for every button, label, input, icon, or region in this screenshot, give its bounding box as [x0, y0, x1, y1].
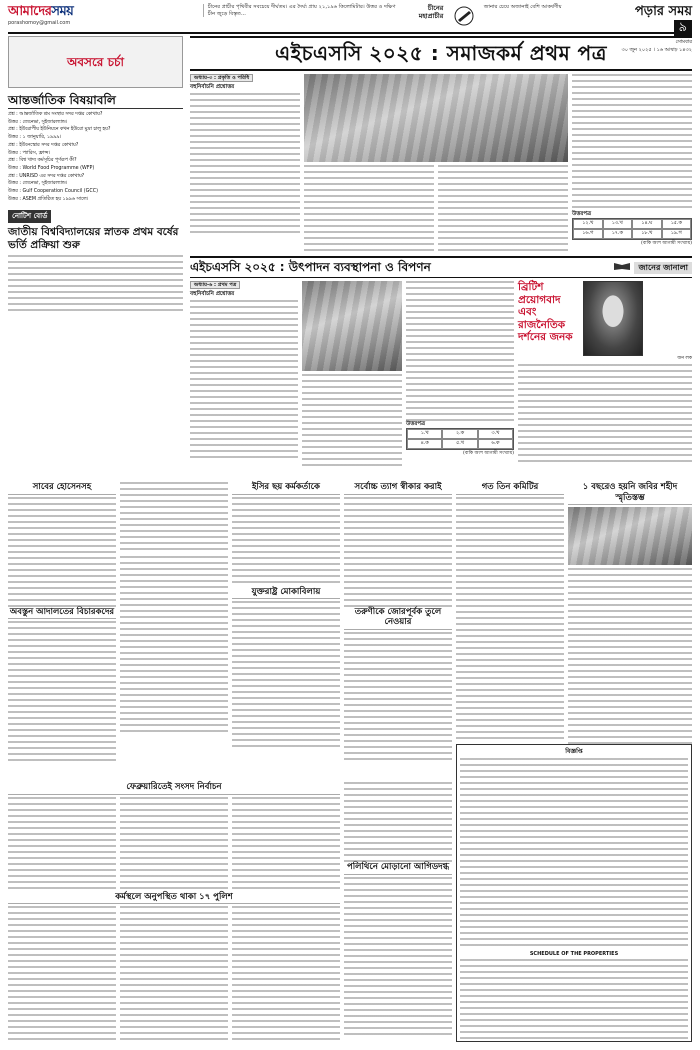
hsc1-answer-label: উত্তরপত্র: [572, 211, 592, 217]
hsc2-answer-label: উত্তরপত্র: [406, 421, 426, 427]
news-4-body: [456, 497, 564, 742]
news-col-6: [568, 482, 692, 748]
headline-7[interactable]: যুক্তরাষ্ট্র মোকাবিলায়: [232, 587, 340, 600]
news-col-5: [456, 482, 564, 742]
answer-cell: ১৪.ঘ: [632, 219, 662, 229]
headline-4[interactable]: গত তিন কমিটির: [456, 482, 564, 495]
left-column: [8, 36, 183, 476]
headline-10[interactable]: কর্মস্থলে অনুপস্থিত থাকা ১৭ পুলিশ: [8, 892, 340, 905]
hsc1-answer-grid: [572, 218, 692, 240]
quote-text: জানার চেয়ে অজানাই বেশি আকর্ষণীয়: [483, 4, 562, 10]
pen-emblem-icon: [447, 4, 479, 28]
hsc1-col-d: [572, 74, 692, 209]
news-9-body-c: [232, 797, 340, 892]
hsc2-col-a: [190, 300, 298, 460]
news-10-body-c: [232, 906, 340, 1041]
chorcha-a: অবসরে: [66, 54, 104, 69]
answer-cell: ১২.খ: [573, 219, 603, 229]
headline-11[interactable]: পলিথিনে মোড়ানো আগিডদগ্ধ: [344, 862, 452, 875]
qa-item: উত্তর : জেনেভা, সুইজারল্যান্ড।: [8, 181, 68, 187]
intl-affairs-title: আন্তর্জাতিক বিষয়াবলি: [8, 93, 183, 109]
headline-2[interactable]: ইসির ছয় কর্মকর্তাকে: [232, 482, 340, 495]
section-name: পড়ার সময়: [634, 4, 692, 19]
hsc1-col-a: [190, 93, 300, 233]
news-10-body-b: [120, 906, 228, 1041]
hsc-social-work-section: [190, 36, 692, 251]
book-icon: [613, 261, 631, 273]
feature-title: ব্রিটিশ প্রয়োগবাদ এবং রাজনৈতিক দর্শনের জনক: [518, 281, 573, 344]
headline-1[interactable]: সাবের হোসেনসহ: [8, 482, 116, 495]
answer-cell: ১৭.ক: [603, 229, 633, 239]
qa-item: প্রশ্ন : আন্তর্জাতিক শ্রম সংস্থার সদর দপ্তর কোথায়?: [8, 112, 103, 117]
hsc2-chapter: অধ্যায়-৬ : প্রথম পত্র: [190, 281, 240, 289]
news-1-body: [8, 497, 116, 607]
page-number: ৯: [674, 20, 692, 36]
qa-item: উত্তর : প্যারিস, ফ্রান্স।: [8, 150, 50, 156]
logo: আমাদেরসময়: [8, 4, 74, 19]
hsc2-answer-grid: [406, 428, 514, 450]
ad-title: বিজ্ঞপ্তি: [565, 748, 583, 755]
news-6-body: [8, 621, 116, 761]
qa-item: উত্তর : ASEM প্রতিষ্ঠিত হয় ১৯৯৬ সালে।: [8, 196, 89, 202]
answer-cell: ৬.ক: [478, 439, 513, 449]
top-section: [8, 36, 692, 476]
hsc1-mcq-label: বহুনির্বাচনি প্রশ্নোত্তর: [190, 84, 235, 91]
brand-email: porashomoy@gmail.com: [8, 20, 71, 27]
ad-schedule-body: [460, 959, 688, 1039]
students-photo: [302, 281, 402, 371]
chorcha-banner: [8, 36, 183, 88]
answer-cell: ১.খ: [407, 429, 442, 439]
hsc-production-section: [190, 256, 692, 476]
news-col-4: [344, 482, 452, 762]
hsc2-col-b: [302, 374, 402, 469]
news-11-body: [344, 877, 452, 1037]
answer-cell: ১৫.ক: [662, 219, 692, 229]
news-3-body: [344, 497, 452, 607]
news-col-2: [120, 482, 228, 736]
news-6b-body: [120, 556, 228, 736]
date: ৩০ জুন ২০২৫ । ১৬ আষাঢ় ১৪৩২: [621, 46, 692, 53]
hsc2-continue: (বাকি অংশ আগামী সংখ্যায়): [463, 450, 514, 456]
hsc2-title: এইচএসসি ২০২৫ : উৎপাদন ব্যবস্থাপনা ও বিপণন: [190, 260, 431, 274]
news-col-4b: [344, 782, 452, 1037]
headline-6[interactable]: অবস্তুন আদালতের বিচারকদের: [8, 607, 116, 620]
answer-cell: ১৯.গ: [662, 229, 692, 239]
news-8-body: [344, 632, 452, 762]
news-1b-body: [120, 482, 228, 552]
notice-body: [8, 255, 183, 315]
qa-item: প্রশ্ন : বিশ্ব খাদ্য কর্মসূচির পূর্ণরূপ কী?: [8, 158, 77, 164]
hsc1-title: এইচএসসি ২০২৫ : সমাজকর্ম প্রথম পত্র: [275, 41, 607, 65]
news-9-body-b: [120, 797, 228, 892]
news-col-3: [232, 482, 340, 751]
legal-notice-ad: [456, 744, 692, 1042]
news-col-1: [8, 482, 116, 761]
teaser-label: চীনের মহাপ্রাচীর: [418, 4, 444, 21]
news-7-body: [232, 601, 340, 751]
qa-item: প্রশ্ন : ইউরোপীয় ইউনিয়নে কখন ইউরো মুদ্রা চালু হয়?: [8, 127, 111, 133]
news-5-body: [568, 568, 692, 748]
news-10-body-a: [8, 906, 116, 1041]
monument-photo: [568, 507, 692, 565]
answer-cell: ২.ক: [442, 429, 477, 439]
hsc1-col-c: [438, 165, 568, 255]
news-8b-body: [344, 782, 452, 862]
news-row-2: [8, 782, 340, 1041]
ad-schedule-title: SCHEDULE OF THE PROPERTIES: [529, 950, 619, 957]
answer-cell: ১৩.খ: [603, 219, 633, 229]
answer-cell: ৪.ক: [407, 439, 442, 449]
bottom-news-section: [8, 482, 692, 1044]
teaser-text: চীনের প্রাচীর পৃথিবীর সবচেয়ে দীর্ঘতম। এর দৈর্ঘ্য প্রায় ২১,১৯৬ কিলোমিটার। উত্তর ও দক্ষিণ চীন জুড়ে বিস্তৃত...: [203, 4, 403, 17]
hsc1-col-b: [304, 165, 434, 255]
hsc1-chapter: অধ্যায়-৩ : প্রকৃতি ও পরিধি: [190, 74, 253, 82]
qa-item: উত্তর : জেনেভা, সুইজারল্যান্ড।: [8, 119, 68, 125]
feature-body: [518, 364, 692, 464]
answer-cell: ৩.খ: [478, 429, 513, 439]
chorcha-b: চর্চা: [107, 54, 125, 69]
brand[interactable]: [8, 4, 113, 27]
knowledge-window-tag: জানের জানালা: [634, 262, 692, 274]
answer-cell: ১৮.খ: [632, 229, 662, 239]
news-2-body: [232, 497, 340, 587]
qa-item: প্রশ্ন : UNRISD এর সদর দপ্তর কোথায়?: [8, 173, 85, 179]
answer-cell: ৫.খ: [442, 439, 477, 449]
portrait-caption: জন লক: [677, 356, 692, 361]
qa-item: উত্তর : Gulf Cooperation Council (GCC): [8, 189, 98, 195]
headline-5[interactable]: ১ বছরেও হয়নি জবির শহীদ স্মৃতিস্তম্ভ: [568, 482, 692, 505]
answer-cell: ১৬.গ: [573, 229, 603, 239]
hsc1-continue: (বাকি অংশ আগামী সংখ্যায়): [641, 240, 692, 246]
notice-title[interactable]: জাতীয় বিশ্ববিদ্যালয়ের স্নাতক প্রথম বর্ষের ভর্তি প্রক্রিয়া শুরু: [8, 226, 179, 252]
headline-8[interactable]: তরুণীকে জোরপূর্বক তুলে নেওয়ার: [344, 607, 452, 630]
john-locke-portrait: [583, 281, 643, 356]
qa-item: প্রশ্ন : ইউনেস্কোর সদর দপ্তর কোথায়?: [8, 142, 79, 148]
hsc2-col-c: [406, 281, 514, 421]
hsc2-mcq-label: বহুনির্বাচনি প্রশ্নোত্তর: [190, 291, 235, 298]
ad-body: [460, 758, 688, 948]
headline-3[interactable]: সর্বোচ্চ ত্যাগ স্বীকার করাই: [344, 482, 452, 495]
qa-item: উত্তর : World Food Programme (WFP): [8, 165, 95, 171]
qa-list: [8, 112, 183, 203]
notice-board-label: নোটিশ বোর্ড: [8, 210, 51, 223]
headline-9[interactable]: ফেব্রুয়ারিতেই সংসদ নির্বাচন: [8, 782, 340, 795]
news-9-body-a: [8, 797, 116, 892]
qa-item: উত্তর : ১ জানুয়ারি, ১৯৯৯।: [8, 135, 62, 141]
exam-hall-photo: [304, 74, 568, 162]
day: সোমবার: [675, 38, 692, 45]
